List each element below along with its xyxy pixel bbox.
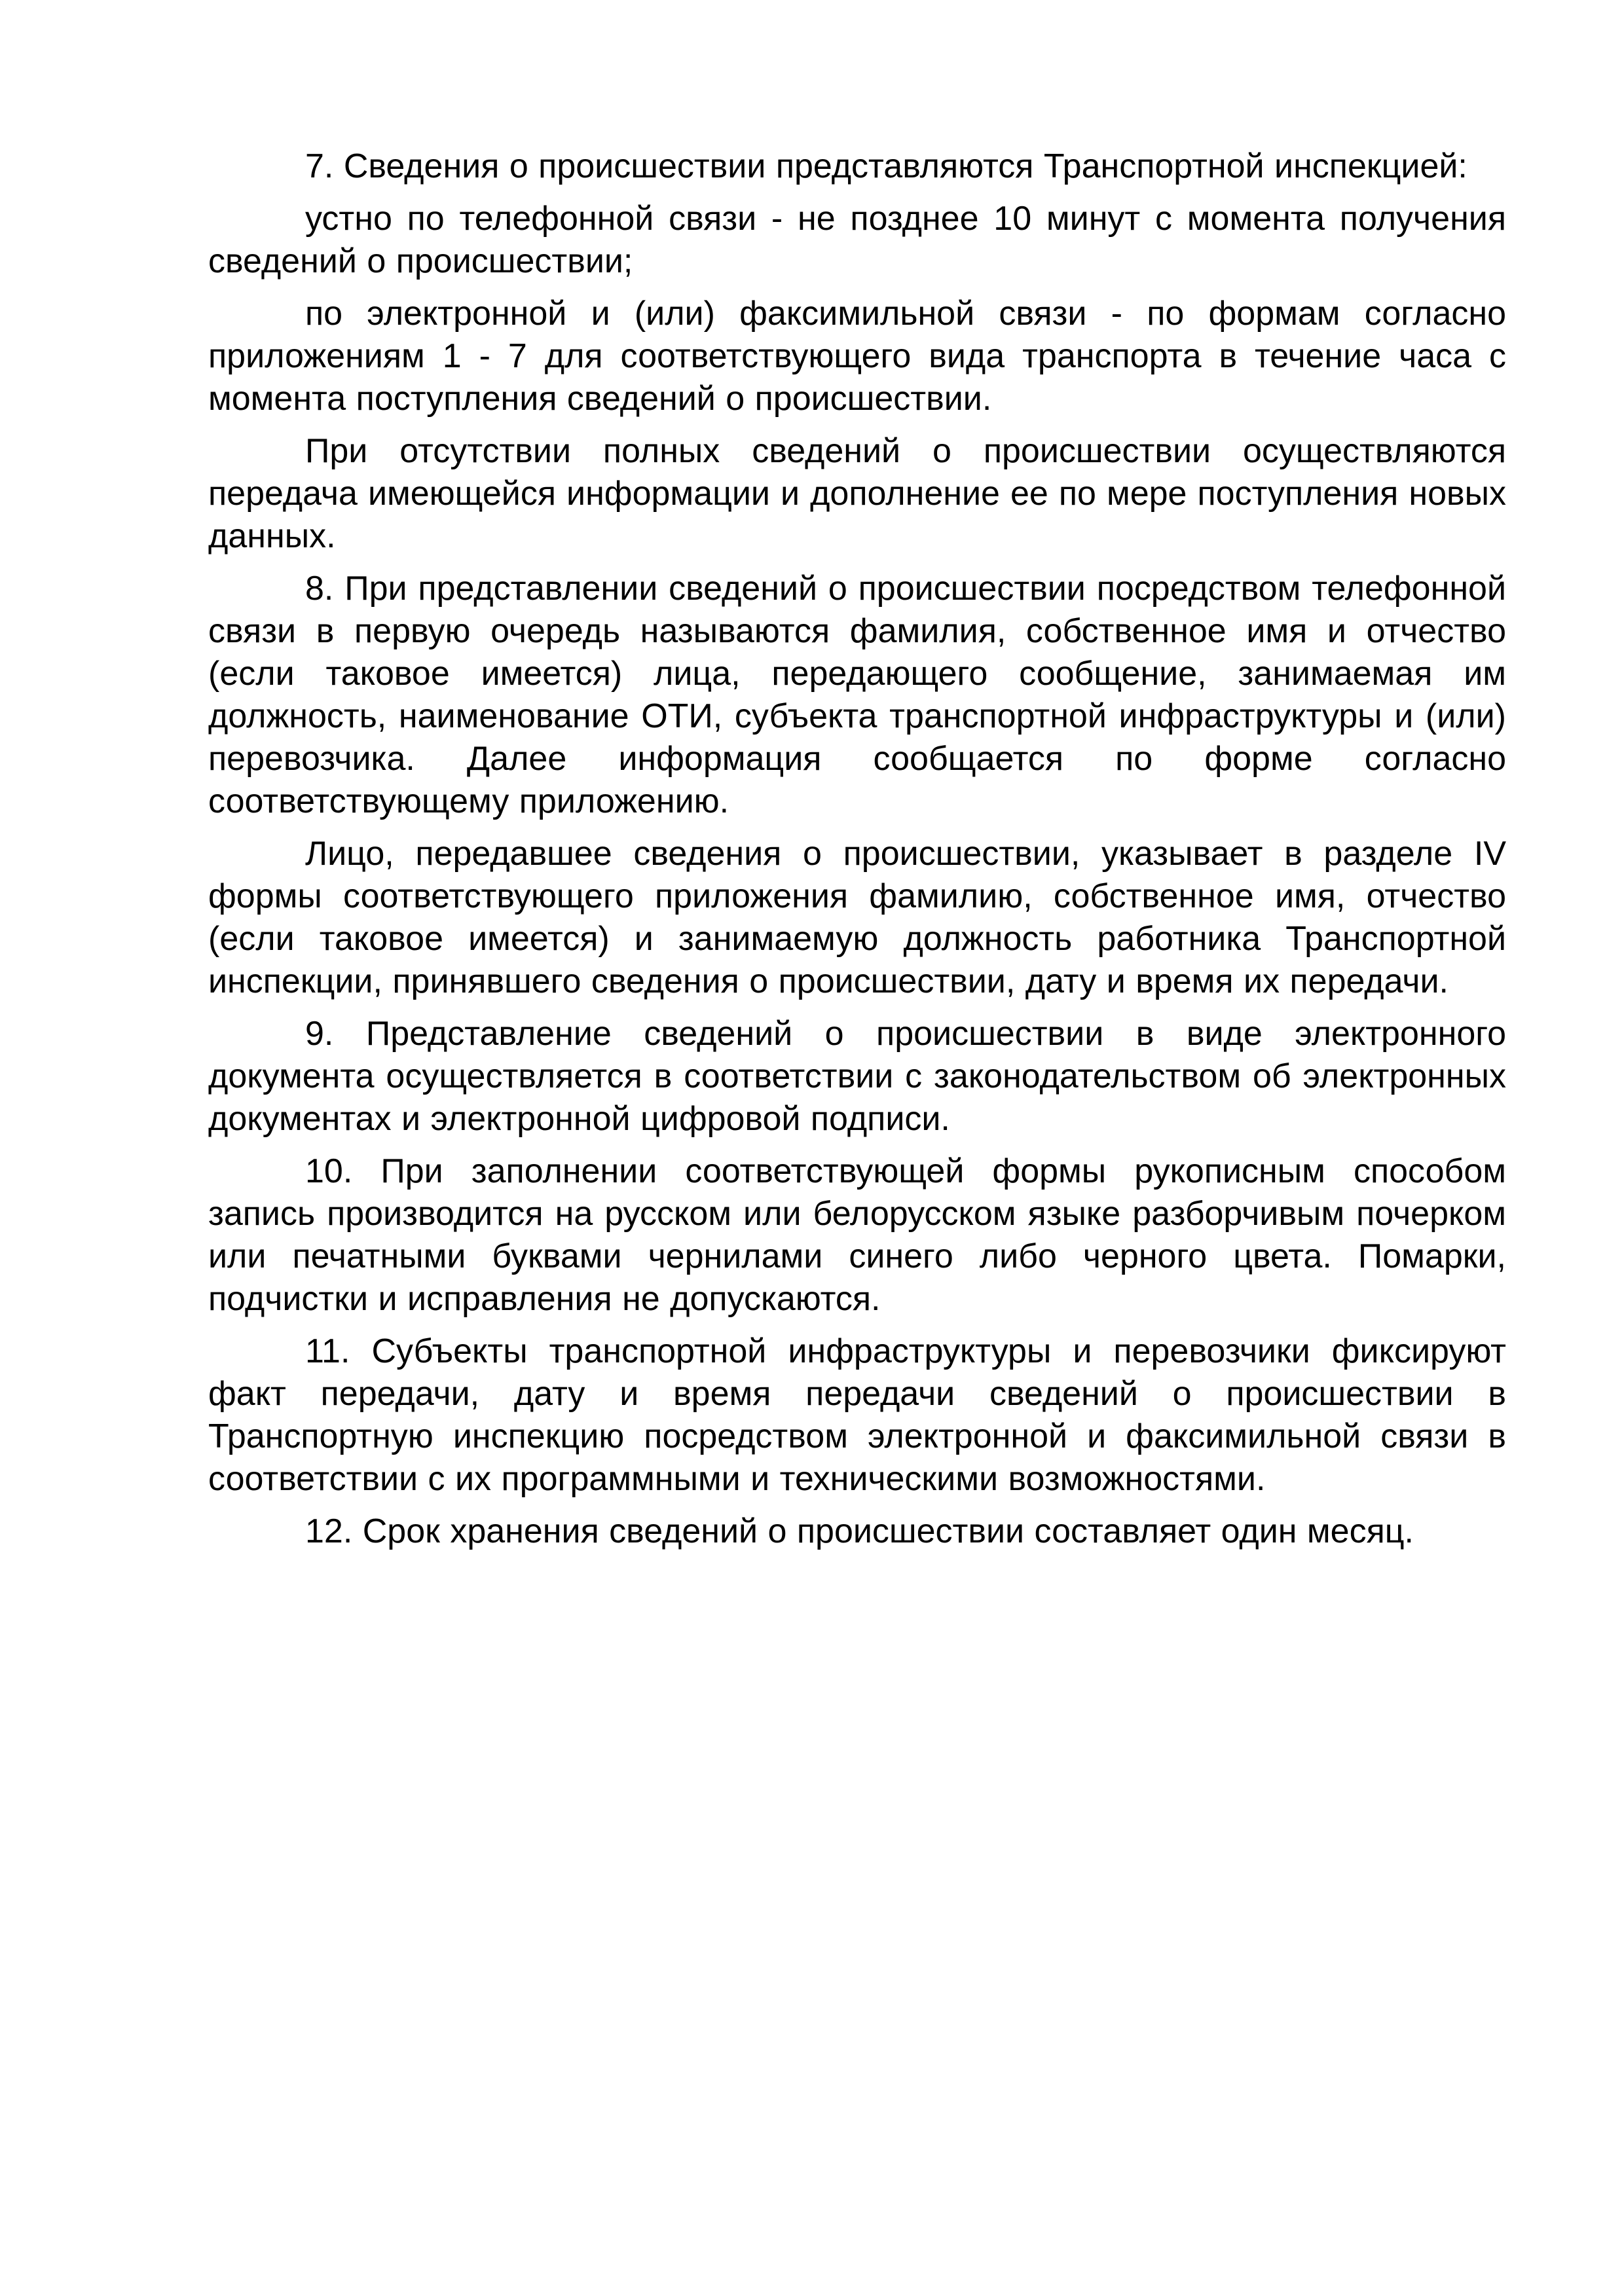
- paragraph-9: 9. Представление сведений о происшествии в виде электронного документа осуществляется в соответствии с законодательством об электронных документах и электронной цифровой подписи.: [208, 1015, 1506, 1138]
- paragraph-7-oral: устно по телефонной связи - не позднее 10 минут с момента получения сведений о происшествии;: [208, 200, 1506, 280]
- paragraph-10: 10. При заполнении соответствующей формы рукописным способом запись производится на русском или белорусском языке разборчивым почерком или печатными буквами чернилами синего либо черного цвета. Помарки, подчистки и исправления не допускаются.: [208, 1152, 1506, 1318]
- paragraph-12: 12. Срок хранения сведений о происшествии составляет один месяц.: [305, 1512, 1414, 1550]
- paragraph-7: 7. Сведения о происшествии представляются Транспортной инспекцией:: [305, 147, 1467, 185]
- paragraph-7-partial: При отсутствии полных сведений о происшествии осуществляются передача имеющейся информации и дополнение ее по мере поступления новых данных.: [208, 432, 1506, 555]
- paragraph-8: 8. При представлении сведений о происшествии посредством телефонной связи в первую очередь называются фамилия, собственное имя и отчество (если таковое имеется) лица, передающего сообщение, занимаемая им должность, наименование ОТИ, субъекта транспортной инфраструктуры и (или) перевозчика. Далее информация сообщается по форме согласно соответствующему приложению.: [208, 570, 1506, 820]
- paragraph-7-electronic: по электронной и (или) факсимильной связи - по формам согласно приложениям 1 - 7 для соответствующего вида транспорта в течение часа с момента поступления сведений о происшествии.: [208, 295, 1506, 418]
- paragraph-8-person: Лицо, передавшее сведения о происшествии, указывает в разделе IV формы соответствующего приложения фамилию, собственное имя, отчество (если таковое имеется) и занимаемую должность работника Транспортной инспекции, принявшего сведения о происшествии, дату и время их передачи.: [208, 835, 1506, 1000]
- paragraph-11: 11. Субъекты транспортной инфраструктуры и перевозчики фиксируют факт передачи, дату и время передачи сведений о происшествии в Транспортную инспекцию посредством электронной и факсимильной связи в соответствии с их программными и техническими возможностями.: [208, 1332, 1506, 1498]
